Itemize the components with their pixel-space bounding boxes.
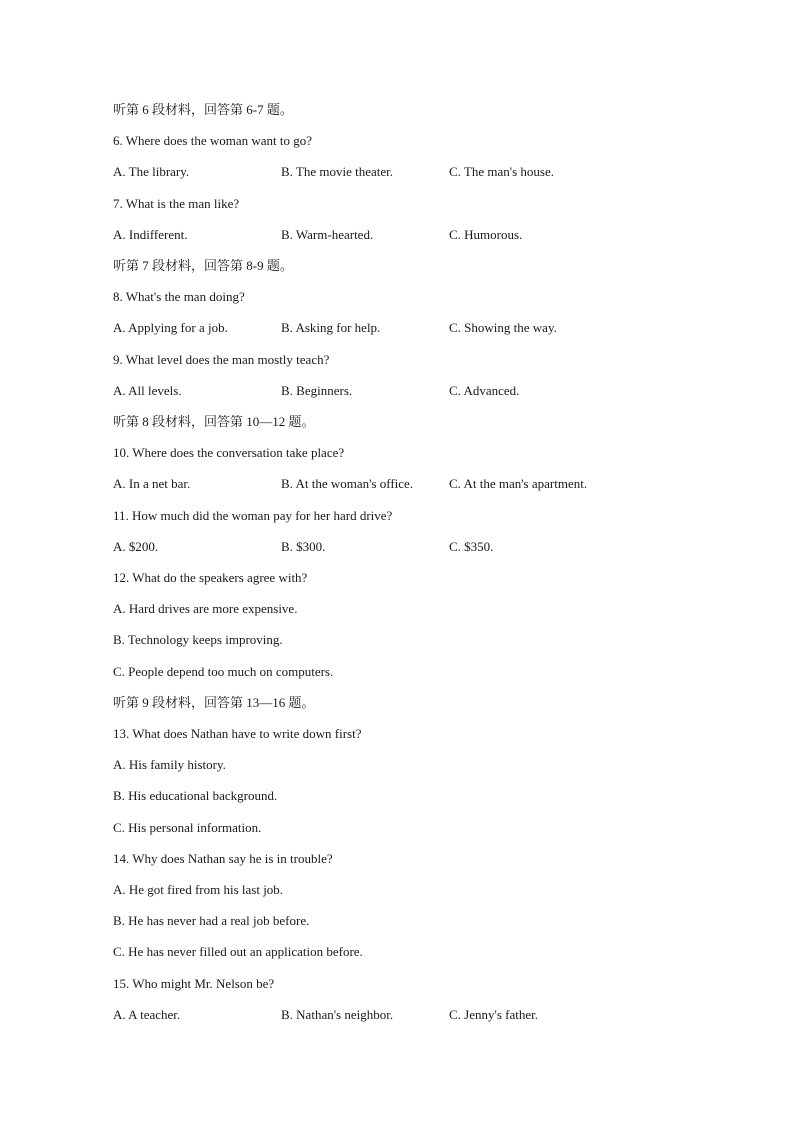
option-b: B. Nathan's neighbor. <box>281 1007 394 1022</box>
question-7-stem: 7. What is the man like? <box>113 196 240 211</box>
question-11-stem: 11. How much did the woman pay for her hard drive? <box>113 508 393 523</box>
option-c: C. Jenny's father. <box>449 1007 538 1022</box>
option-b: B. The movie theater. <box>281 164 394 179</box>
option-a: A. $200. <box>113 539 159 554</box>
question-10-stem: 10. Where does the conversation take place? <box>113 445 345 460</box>
option-c: C. $350. <box>449 539 494 554</box>
option-c: C. The man's house. <box>449 164 555 179</box>
option-c: C. Humorous. <box>449 227 523 242</box>
question-13-option-c: C. His personal information. <box>113 820 262 835</box>
question-14-option-a: A. He got fired from his last job. <box>113 882 284 897</box>
question-14-option-b: B. He has never had a real job before. <box>113 913 310 928</box>
option-a: A. Applying for a job. <box>113 320 228 335</box>
question-13-stem: 13. What does Nathan have to write down first? <box>113 726 362 741</box>
question-12-option-c: C. People depend too much on computers. <box>113 664 334 679</box>
section-heading-7: 听第 7 段材料，回答第 8-9 题。 <box>113 258 293 273</box>
question-6-stem: 6. Where does the woman want to go? <box>113 133 313 148</box>
option-b: B. Warm-hearted. <box>281 227 374 242</box>
question-8-stem: 8. What's the man doing? <box>113 289 245 304</box>
option-a: A. In a net bar. <box>113 476 191 491</box>
question-13-option-a: A. His family history. <box>113 757 226 772</box>
question-13-option-b: B. His educational background. <box>113 788 278 803</box>
option-b: B. Beginners. <box>281 383 353 398</box>
option-c: C. Advanced. <box>449 383 520 398</box>
question-14-option-c: C. He has never filled out an application before. <box>113 944 363 959</box>
section-heading-8: 听第 8 段材料，回答第 10—12 题。 <box>113 414 315 429</box>
option-b: B. At the woman's office. <box>281 476 414 491</box>
question-12-option-b: B. Technology keeps improving. <box>113 632 283 647</box>
option-b: B. $300. <box>281 539 326 554</box>
option-a: A. A teacher. <box>113 1007 181 1022</box>
option-b: B. Asking for help. <box>281 320 381 335</box>
question-15-stem: 15. Who might Mr. Nelson be? <box>113 976 275 991</box>
section-heading-9: 听第 9 段材料，回答第 13—16 题。 <box>113 695 315 710</box>
section-heading-6: 听第 6 段材料，回答第 6-7 题。 <box>113 102 293 117</box>
question-12-stem: 12. What do the speakers agree with? <box>113 570 308 585</box>
option-a: A. All levels. <box>113 383 182 398</box>
option-a: A. The library. <box>113 164 190 179</box>
option-a: A. Indifferent. <box>113 227 188 242</box>
question-9-stem: 9. What level does the man mostly teach? <box>113 352 330 367</box>
option-c: C. Showing the way. <box>449 320 557 335</box>
question-14-stem: 14. Why does Nathan say he is in trouble? <box>113 851 333 866</box>
question-12-option-a: A. Hard drives are more expensive. <box>113 601 298 616</box>
option-c: C. At the man's apartment. <box>449 476 588 491</box>
